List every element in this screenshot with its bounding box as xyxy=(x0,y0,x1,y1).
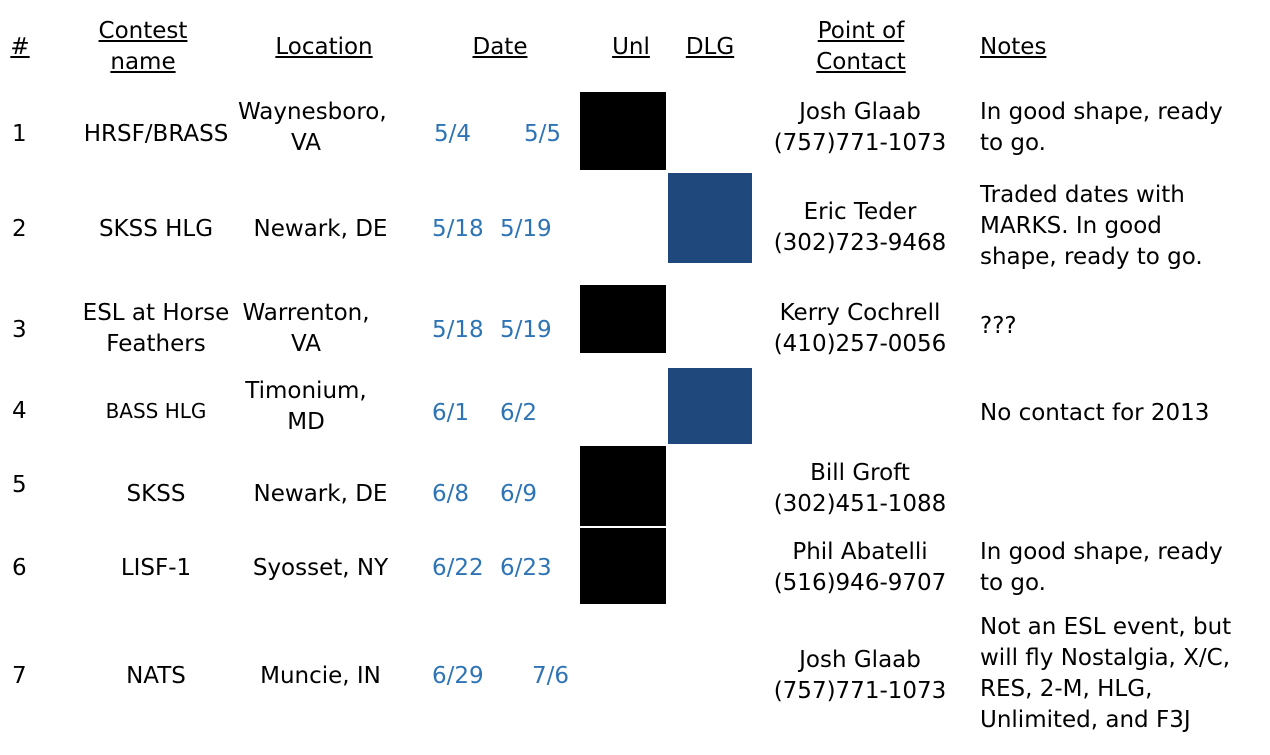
row-num: 7 xyxy=(12,663,27,689)
notes-line: to go. xyxy=(980,570,1046,596)
poc xyxy=(754,645,966,707)
date-end: 6/9 xyxy=(500,481,538,507)
date-end: 5/19 xyxy=(500,317,552,343)
poc-phone: (410)257-0056 xyxy=(773,331,947,357)
date-start: 5/4 xyxy=(434,121,472,147)
notes-line: ??? xyxy=(980,313,1017,339)
notes-line: In good shape, ready xyxy=(980,539,1223,565)
header-point-of-contact xyxy=(796,16,926,78)
notes-line: Not an ESL event, but xyxy=(980,614,1232,640)
location: Newark, DE xyxy=(253,481,388,507)
location: Newark, DE xyxy=(253,216,388,242)
date-start: 6/22 xyxy=(432,555,484,581)
location xyxy=(238,298,374,360)
header-num: # xyxy=(10,34,30,60)
location xyxy=(238,97,387,159)
poc xyxy=(754,537,966,599)
contest-name-line1: ESL at Horse xyxy=(82,300,230,326)
unl-marker xyxy=(580,285,666,353)
poc-phone: (757)771-1073 xyxy=(773,678,947,704)
date-end: 5/19 xyxy=(500,216,552,242)
location-line2: VA xyxy=(291,130,321,156)
notes-line: MARKS. In good xyxy=(980,213,1162,239)
poc-phone: (302)451-1088 xyxy=(773,491,947,517)
date-start: 6/8 xyxy=(432,481,470,507)
notes xyxy=(980,612,1265,736)
dlg-marker xyxy=(668,173,752,263)
unl-marker xyxy=(580,446,666,526)
contest-name: SKSS xyxy=(126,481,186,507)
date-end: 7/6 xyxy=(532,663,570,689)
header-poc-line2: Contact xyxy=(816,49,906,75)
poc-phone: (757)771-1073 xyxy=(773,130,947,156)
date-end: 6/2 xyxy=(500,400,538,426)
header-unl: Unl xyxy=(612,34,650,60)
notes-line: will fly Nostalgia, X/C, xyxy=(980,645,1231,671)
location-line1: Warrenton, xyxy=(242,300,370,326)
poc xyxy=(754,97,966,159)
unl-marker xyxy=(580,92,666,170)
notes-line: shape, ready to go. xyxy=(980,244,1203,270)
date-start: 5/18 xyxy=(432,317,484,343)
row-num: 4 xyxy=(12,398,27,424)
date-end: 6/23 xyxy=(500,555,552,581)
location: Muncie, IN xyxy=(260,663,381,689)
date-start: 6/1 xyxy=(432,400,470,426)
header-notes: Notes xyxy=(980,34,1047,60)
location xyxy=(238,376,374,438)
notes-line: to go. xyxy=(980,130,1046,156)
poc-name: Josh Glaab xyxy=(799,647,921,673)
poc-name: Eric Teder xyxy=(803,199,917,225)
header-dlg: DLG xyxy=(685,34,735,60)
row-num: 1 xyxy=(12,121,27,147)
date-start: 6/29 xyxy=(432,663,484,689)
contest-name-line2: Feathers xyxy=(106,331,206,357)
header-poc-line1: Point of xyxy=(817,18,905,44)
poc xyxy=(754,298,966,360)
location: Syosset, NY xyxy=(252,555,389,581)
location-line2: VA xyxy=(291,331,321,357)
row-num: 2 xyxy=(12,216,27,242)
poc-phone: (302)723-9468 xyxy=(773,230,947,256)
poc-name: Kerry Cochrell xyxy=(779,300,941,326)
location-line2: MD xyxy=(287,409,325,435)
poc-phone: (516)946-9707 xyxy=(773,570,947,596)
header-location: Location xyxy=(275,34,373,60)
poc xyxy=(754,458,966,520)
contest-name: LISF-1 xyxy=(120,555,192,581)
contest-name: BASS HLG xyxy=(105,399,207,423)
row-num: 5 xyxy=(12,472,27,498)
poc xyxy=(754,197,966,259)
notes xyxy=(980,537,1265,599)
unl-marker xyxy=(580,528,666,604)
notes-line: RES, 2-M, HLG, xyxy=(980,676,1153,702)
contest-name: HRSF/BRASS xyxy=(83,121,229,147)
location-line1: Waynesboro, xyxy=(238,99,387,125)
header-contest-line2: name xyxy=(110,49,176,75)
contest-name: SKSS HLG xyxy=(98,216,214,242)
row-num: 6 xyxy=(12,555,27,581)
contest-name xyxy=(82,298,230,360)
notes xyxy=(980,97,1265,159)
notes-line: No contact for 2013 xyxy=(980,400,1210,426)
contest-name: NATS xyxy=(126,663,186,689)
date-start: 5/18 xyxy=(432,216,484,242)
header-date: Date xyxy=(472,34,528,60)
notes xyxy=(980,311,1265,342)
poc-name: Josh Glaab xyxy=(799,99,921,125)
header-contest-line1: Contest xyxy=(98,18,188,44)
notes xyxy=(980,180,1265,273)
notes xyxy=(980,398,1265,429)
dlg-marker xyxy=(668,368,752,444)
notes-line: Unlimited, and F3J xyxy=(980,707,1191,733)
notes-line: Traded dates with xyxy=(980,182,1185,208)
row-num: 3 xyxy=(12,317,27,343)
date-end: 5/5 xyxy=(524,121,562,147)
location-line1: Timonium, xyxy=(245,378,367,404)
poc-name: Phil Abatelli xyxy=(792,539,928,565)
poc-name: Bill Groft xyxy=(810,460,910,486)
header-contest-name xyxy=(88,16,198,78)
notes-line: In good shape, ready xyxy=(980,99,1223,125)
